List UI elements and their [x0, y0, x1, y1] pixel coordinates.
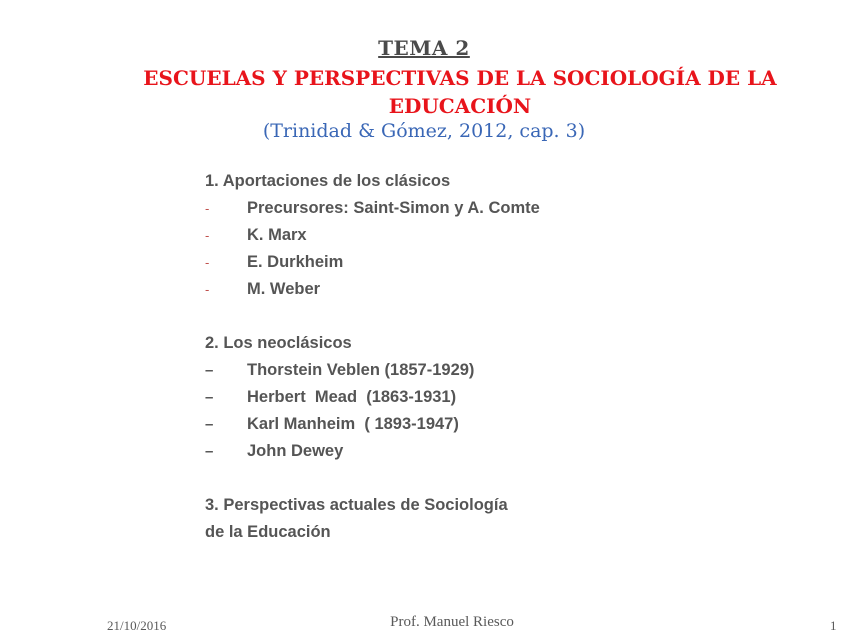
bullet-dash: -: [205, 255, 210, 270]
section-spacer: [205, 465, 625, 492]
slide-title: TEMA 2: [378, 36, 470, 60]
section-heading-2: 2. Los neoclásicos: [205, 334, 352, 352]
bullet-dash: -: [205, 282, 210, 297]
section-heading-1: 1. Aportaciones de los clásicos: [205, 172, 451, 190]
bullet-dash: –: [205, 362, 214, 379]
list-item: [205, 438, 625, 465]
bullet-dash: –: [205, 416, 214, 433]
footer-author: Prof. Manuel Riesco: [390, 614, 514, 630]
list-item: [205, 249, 625, 276]
section-heading-3-continued: de la Educación: [205, 523, 331, 541]
footer-date: 21/10/2016: [107, 618, 167, 633]
section-heading-3: 3. Perspectivas actuales de Sociología: [205, 496, 508, 514]
list-item-label: K. Marx: [247, 226, 307, 244]
bullet-dash: –: [205, 389, 214, 406]
list-item-label: Herbert Mead (1863-1931): [247, 388, 457, 406]
list-item: [205, 195, 625, 222]
slide-subtitle: ESCUELAS Y PERSPECTIVAS DE LA SOCIOLOGÍA DE LA EDUCACIÓN: [143, 66, 777, 118]
list-item-label: Thorstein Veblen (1857-1929): [247, 361, 475, 379]
list-item: [205, 384, 625, 411]
slide-content: [205, 168, 625, 546]
slide-reference: (Trinidad & Gómez, 2012, cap. 3): [262, 120, 586, 142]
list-item: [205, 222, 625, 249]
list-item-label: M. Weber: [247, 280, 321, 298]
list-item-label: Precursores: Saint-Simon y A. Comte: [247, 199, 540, 217]
bullet-dash: -: [205, 201, 210, 216]
page-number: 1: [830, 618, 837, 633]
list-item-label: Karl Manheim ( 1893-1947): [247, 415, 459, 433]
list-item-label: E. Durkheim: [247, 253, 344, 271]
bullet-dash: -: [205, 228, 210, 243]
bullet-dash: –: [205, 443, 214, 460]
list-item: [205, 411, 625, 438]
section-spacer: [205, 303, 625, 330]
list-item: [205, 276, 625, 303]
list-item-label: John Dewey: [247, 442, 344, 460]
list-item: [205, 357, 625, 384]
